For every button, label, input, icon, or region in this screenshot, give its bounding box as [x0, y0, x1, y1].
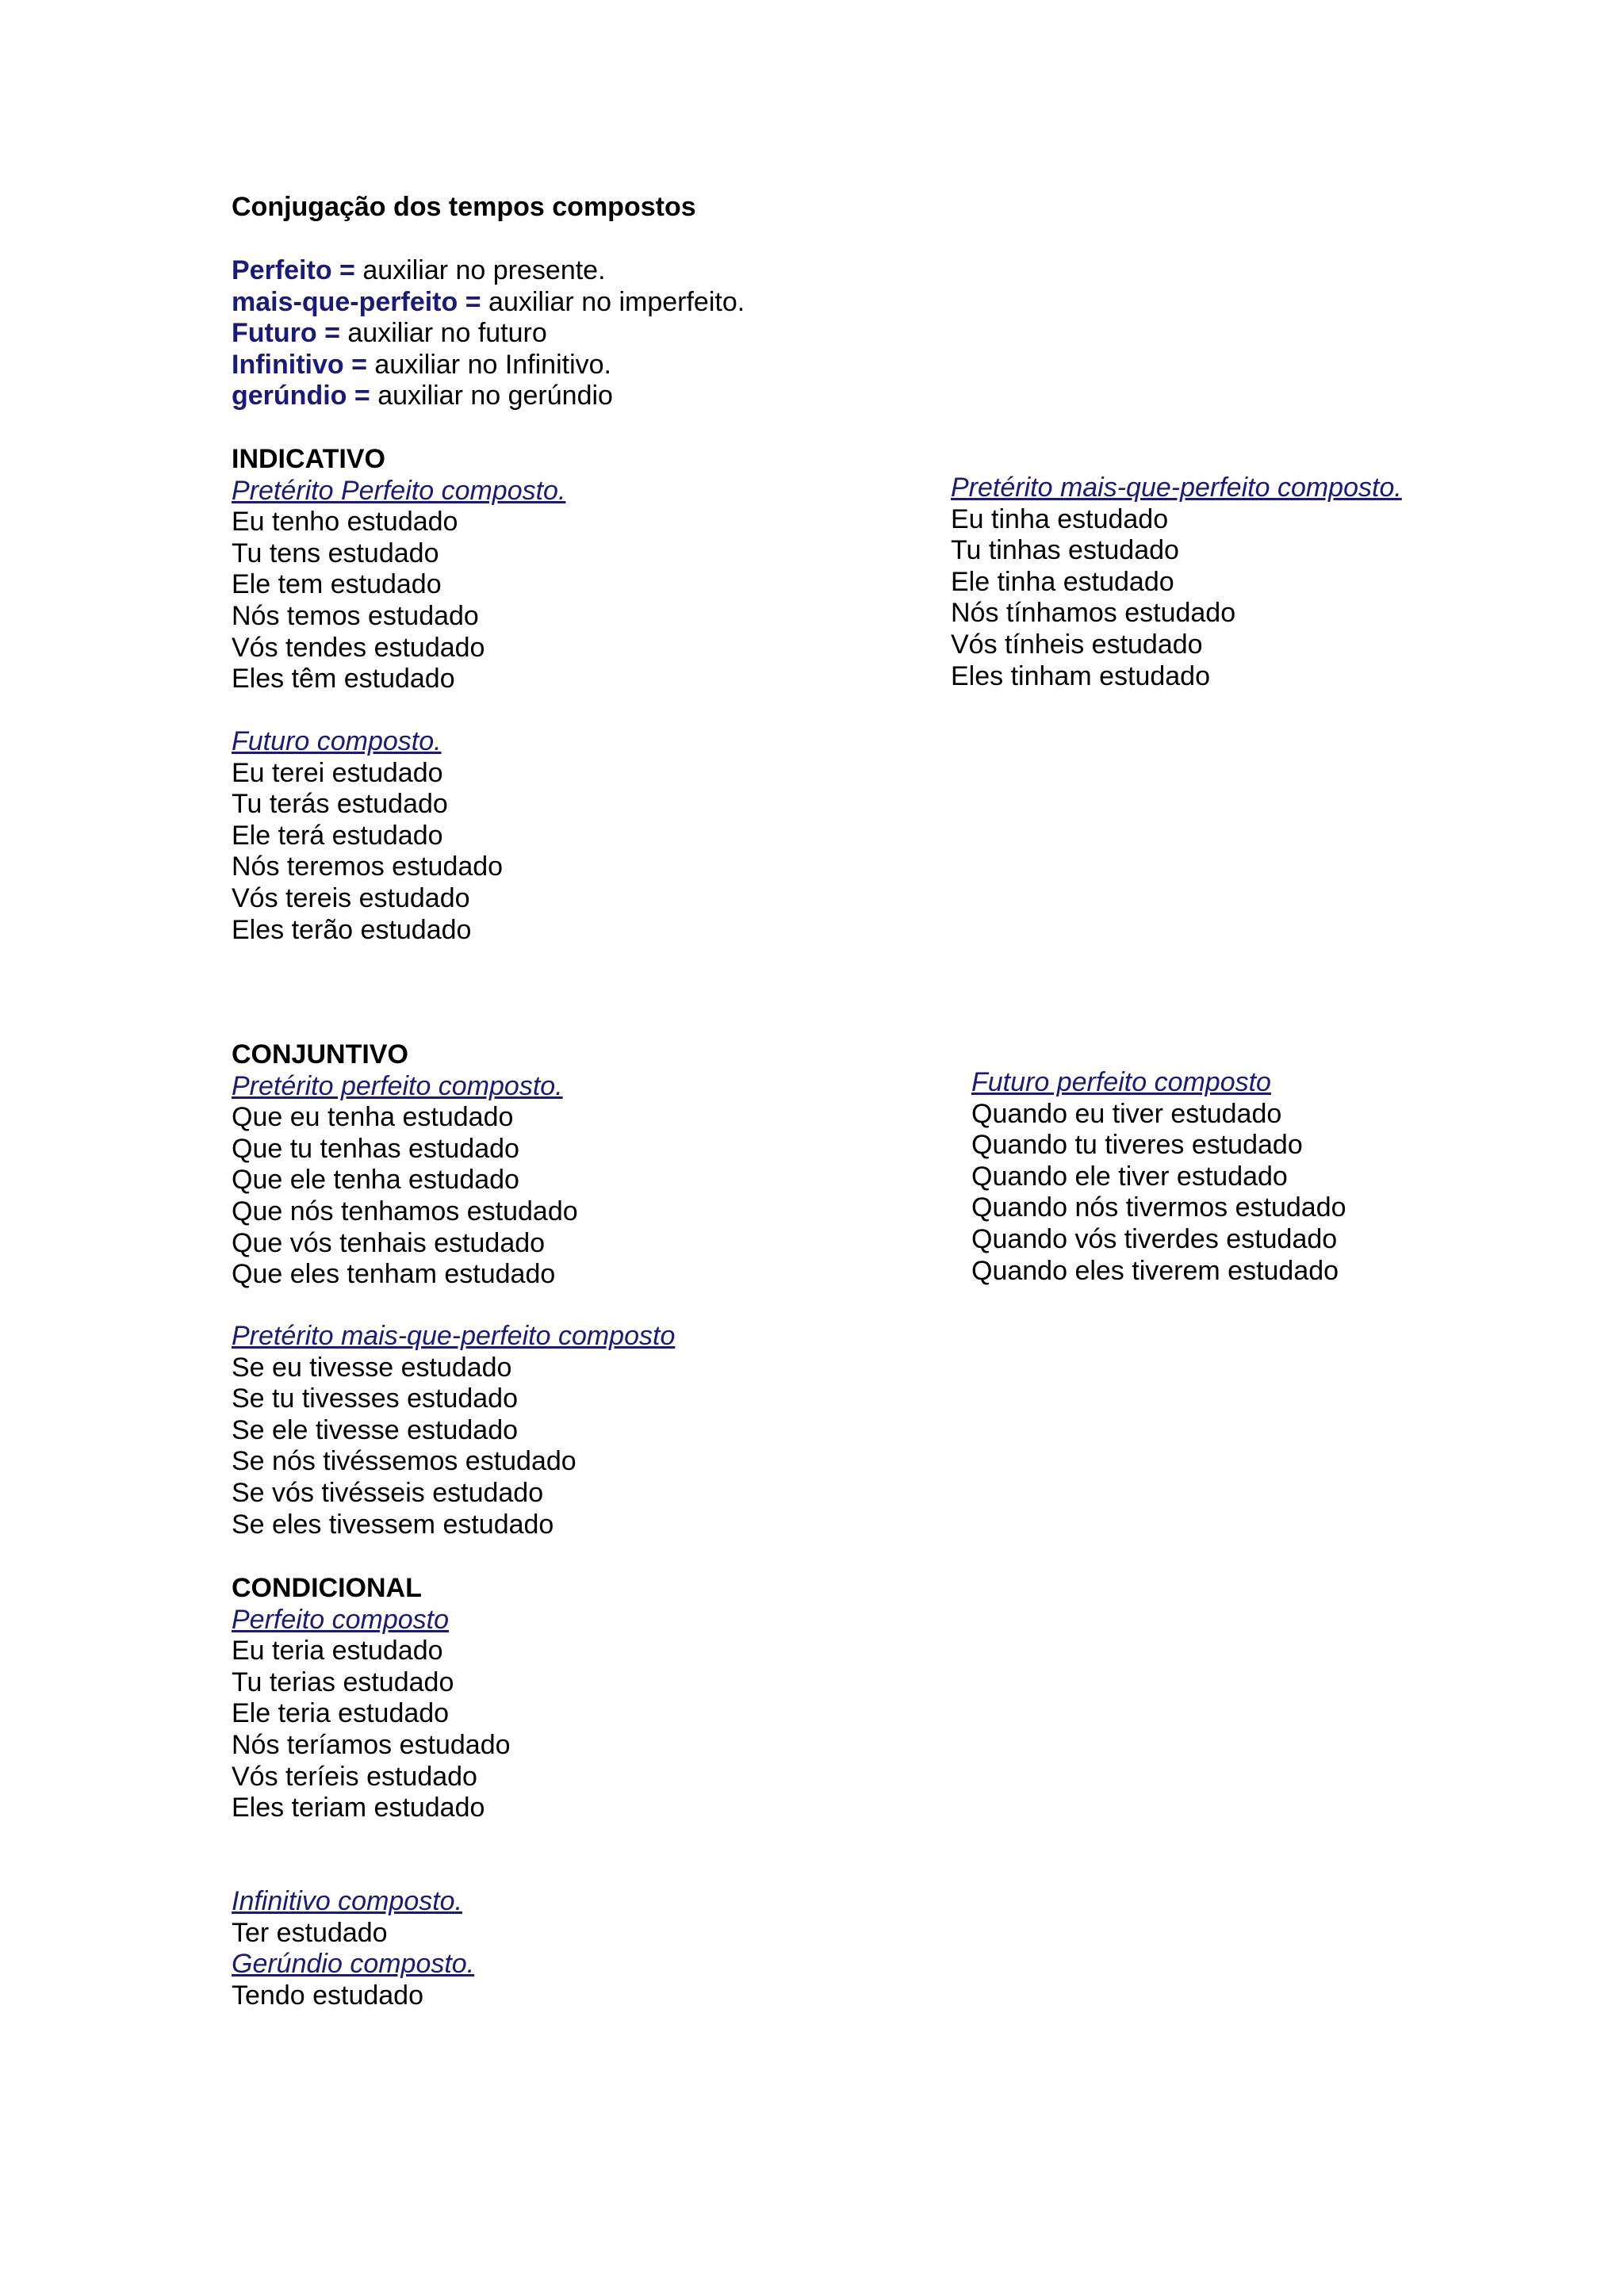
definition-futuro — [232, 318, 745, 350]
infinitivo-title: Infinitivo composto. — [232, 1886, 463, 1916]
conjugation-line: Eles teriam estudado — [232, 1793, 485, 1823]
indicativo-futuro — [232, 726, 503, 946]
conjugation-line: Que ele tenha estudado — [232, 1165, 519, 1196]
conjugation-line: Que eu tenha estudado — [232, 1102, 514, 1133]
conjugation-line: Eu terei estudado — [232, 757, 443, 788]
conjugation-line: Vós tendes estudado — [232, 632, 485, 663]
gerundio-title: Gerúndio composto. — [232, 1949, 475, 1980]
conjugation-line: Se eu tivesse estudado — [232, 1352, 512, 1383]
conjugation-line: Se nós tivéssemos estudado — [232, 1446, 576, 1477]
conjugation-line: Ele tinha estudado — [951, 566, 1174, 597]
conjugation-line: Se eles tivessem estudado — [232, 1509, 554, 1540]
conjugation-line: Que nós tenhamos estudado — [232, 1196, 578, 1226]
definition-infinitivo — [232, 350, 745, 381]
definition-text: auxiliar no imperfeito. — [488, 286, 745, 317]
definition-term: Futuro = — [232, 318, 340, 349]
conjugation-line: Que vós tenhais estudado — [232, 1227, 546, 1258]
indicativo-mais-que-perfeito — [951, 473, 1402, 692]
conjugation-line: Eles terão estudado — [232, 914, 472, 945]
conjuntivo-futuro-perfeito-title: Futuro perfeito composto — [971, 1067, 1271, 1097]
conjugation-line: Eu tenho estudado — [232, 507, 458, 538]
gerundio-form: Tendo estudado — [232, 1980, 423, 2011]
conjugation-line: Ele terá estudado — [232, 820, 443, 851]
conjugation-line: Eu teria estudado — [232, 1636, 443, 1667]
infinitivo-gerundio-section — [232, 1886, 474, 2011]
conjugation-line: Vós tereis estudado — [232, 882, 470, 913]
condicional-section — [232, 1573, 511, 1824]
conjugation-line: Quando vós tiverdes estudado — [971, 1223, 1338, 1254]
definition-text: auxiliar no Infinitivo. — [374, 349, 612, 380]
definition-term: Infinitivo = — [232, 349, 367, 380]
conjugation-line: Eles têm estudado — [232, 664, 455, 695]
conjugation-line: Que tu tenhas estudado — [232, 1133, 519, 1164]
indicativo-futuro-title: Futuro composto. — [232, 726, 442, 756]
condicional-perfeito-title: Perfeito composto — [232, 1604, 450, 1635]
conjugation-line: Quando tu tiveres estudado — [971, 1130, 1303, 1161]
conjugation-line: Nós tínhamos estudado — [951, 598, 1236, 629]
conjuntivo-futuro-perfeito — [971, 1067, 1346, 1287]
conjuntivo-mais-que-perfeito-title: Pretérito mais-que-perfeito composto — [232, 1321, 676, 1351]
conjuntivo-mais-que-perfeito — [232, 1321, 675, 1540]
conjugation-line: Eles tinham estudado — [951, 660, 1210, 691]
definition-text: auxiliar no futuro — [347, 318, 547, 349]
infinitivo-form: Ter estudado — [232, 1917, 388, 1948]
conjugation-line: Vós tínheis estudado — [951, 629, 1203, 660]
conjugation-line: Nós teríamos estudado — [232, 1729, 511, 1760]
indicativo-mais-que-perfeito-title: Pretérito mais-que-perfeito composto. — [951, 473, 1402, 503]
conjuntivo-preterito-perfeito-title: Pretérito perfeito composto. — [232, 1070, 563, 1101]
document-title-block — [232, 192, 696, 224]
conjugation-line: Quando ele tiver estudado — [971, 1161, 1288, 1192]
conjugation-line: Quando eu tiver estudado — [971, 1098, 1282, 1129]
conjugation-line: Tu terás estudado — [232, 789, 448, 820]
conjugation-line: Eu tinha estudado — [951, 503, 1169, 534]
indicativo-heading: INDICATIVO — [232, 444, 385, 474]
conjugation-line: Vós teríeis estudado — [232, 1761, 477, 1792]
condicional-heading: CONDICIONAL — [232, 1573, 422, 1603]
conjugation-line: Quando eles tiverem estudado — [971, 1255, 1339, 1286]
indicativo-preterito-perfeito-title: Pretérito Perfeito composto. — [232, 475, 566, 506]
conjugation-line: Se vós tivésseis estudado — [232, 1477, 544, 1508]
definition-term: Perfeito = — [232, 255, 355, 285]
conjugation-line: Se tu tivesses estudado — [232, 1383, 519, 1414]
definition-term: gerúndio = — [232, 381, 370, 411]
conjugation-line: Tu tens estudado — [232, 538, 439, 568]
definition-term: mais-que-perfeito = — [232, 286, 481, 317]
conjugation-line: Ele tem estudado — [232, 569, 442, 600]
definition-text: auxiliar no gerúndio — [377, 381, 613, 411]
indicativo-section — [232, 444, 565, 695]
conjuntivo-heading: CONJUNTIVO — [232, 1039, 408, 1070]
conjugation-line: Ele teria estudado — [232, 1698, 450, 1729]
conjuntivo-section — [232, 1039, 578, 1291]
conjugation-line: Tu tinhas estudado — [951, 535, 1179, 566]
definition-mais-que-perfeito — [232, 287, 745, 319]
document-title: Conjugação dos tempos compostos — [232, 192, 696, 222]
definition-gerundio — [232, 381, 745, 412]
conjugation-line: Se ele tivesse estudado — [232, 1414, 519, 1445]
conjugation-line: Nós teremos estudado — [232, 851, 504, 882]
conjugation-line: Tu terias estudado — [232, 1667, 454, 1697]
conjugation-line: Que eles tenham estudado — [232, 1259, 556, 1290]
definition-text: auxiliar no presente. — [362, 255, 606, 285]
definitions-list — [232, 255, 745, 412]
conjugation-line: Quando nós tivermos estudado — [971, 1192, 1346, 1223]
conjugation-line: Nós temos estudado — [232, 600, 479, 631]
definition-perfeito — [232, 255, 745, 287]
